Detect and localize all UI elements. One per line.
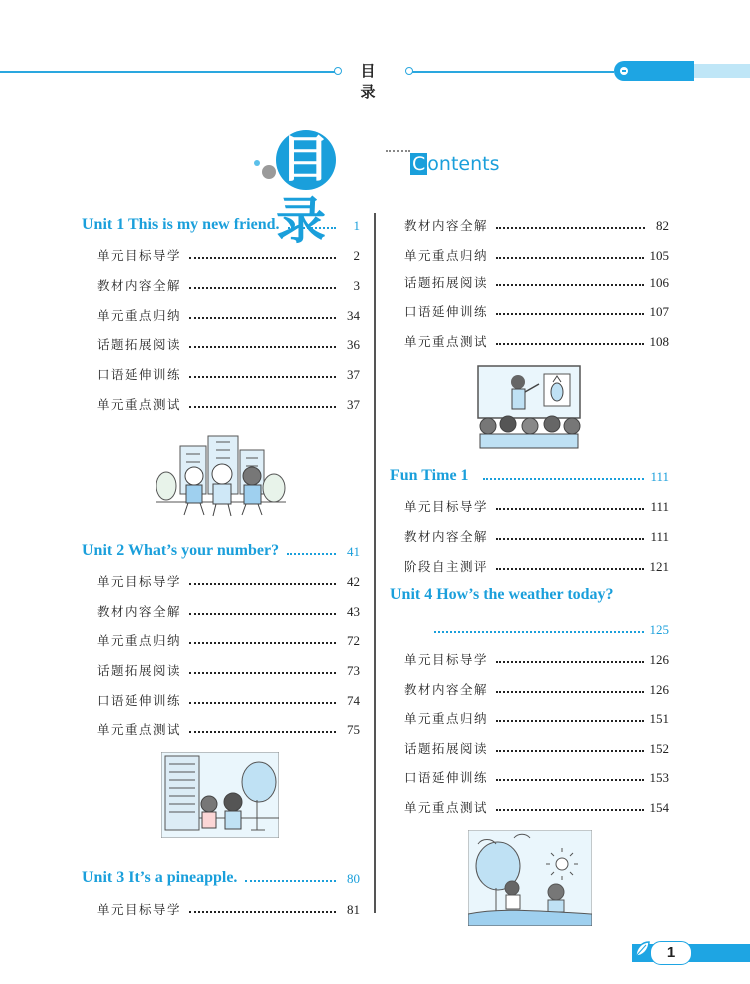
column-divider xyxy=(374,213,376,913)
toc-item[interactable]: 教材内容全解 3 xyxy=(97,278,360,293)
toc-page: 80 xyxy=(347,871,360,886)
toc-item[interactable]: 教材内容全解 43 xyxy=(97,604,360,619)
toc-item[interactable]: 单元重点归纳 105 xyxy=(404,248,669,263)
toc-item[interactable]: 单元目标导学 2 xyxy=(97,248,360,263)
toc-fun-time-1[interactable] xyxy=(390,465,669,485)
toc-unit4-leader[interactable] xyxy=(434,618,669,638)
toc-item[interactable]: 单元重点归纳 151 xyxy=(404,711,669,726)
toc-item[interactable]: 口语延伸训练 107 xyxy=(404,304,669,319)
toc-item[interactable]: 单元目标导学 42 xyxy=(97,574,360,589)
toc-item[interactable]: 单元重点测试 37 xyxy=(97,397,360,412)
illustration-numbers xyxy=(161,752,279,838)
illustration-classroom xyxy=(474,364,584,450)
toc-page: 125 xyxy=(649,622,669,637)
toc-unit-title: Unit 2 What’s your number? xyxy=(82,542,280,559)
toc-item[interactable]: 单元目标导学 81 xyxy=(97,902,360,917)
toc-unit-title: Fun Time 1 xyxy=(390,467,469,484)
toc-item[interactable]: 单元目标导学 126 xyxy=(404,652,669,667)
illustration-friends xyxy=(156,430,286,522)
header-tab-extension xyxy=(694,64,750,78)
toc-item[interactable]: 口语延伸训练 153 xyxy=(404,770,669,785)
toc-page: 1 xyxy=(353,218,360,233)
page-title xyxy=(276,128,386,250)
decor-ball-large-icon xyxy=(262,165,276,179)
decor-ball-small-icon xyxy=(254,160,260,166)
toc-item[interactable]: 话题拓展阅读 36 xyxy=(97,337,360,352)
toc-item[interactable]: 单元重点测试 108 xyxy=(404,334,669,349)
toc-item[interactable]: 单元目标导学 111 xyxy=(404,499,669,514)
leaf-icon xyxy=(634,940,650,958)
toc-unit2[interactable] xyxy=(82,540,360,560)
title-dotted-leader xyxy=(386,150,410,152)
contents-initial: C xyxy=(412,153,426,175)
toc-item[interactable]: 教材内容全解 111 xyxy=(404,529,669,544)
toc-page: 41 xyxy=(347,544,360,559)
toc-item[interactable]: 单元重点归纳 34 xyxy=(97,308,360,323)
toc-item[interactable]: 话题拓展阅读 152 xyxy=(404,741,669,756)
toc-item[interactable]: 口语延伸训练 74 xyxy=(97,693,360,708)
header-tab-icon xyxy=(620,67,628,75)
header-rule-right xyxy=(412,71,614,73)
toc-unit4-title[interactable]: Unit 4 How’s the weather today? xyxy=(390,586,614,603)
contents-rest: ontents xyxy=(427,153,500,175)
contents-subtitle xyxy=(410,153,499,175)
toc-item[interactable]: 话题拓展阅读 106 xyxy=(404,275,669,290)
header-rule-left xyxy=(0,71,340,73)
toc-unit-title: Unit 1 This is my new friend. xyxy=(82,216,280,233)
toc-item[interactable]: 单元重点归纳 72 xyxy=(97,633,360,648)
toc-item[interactable]: 单元重点测试 75 xyxy=(97,722,360,737)
toc-item[interactable]: 口语延伸训练 37 xyxy=(97,367,360,382)
page-title-first-char: 目 xyxy=(276,130,336,190)
toc-page: 111 xyxy=(650,469,669,484)
header-title: 目 录 xyxy=(360,62,390,101)
page-number: 1 xyxy=(650,941,692,965)
toc-item[interactable]: 教材内容全解 82 xyxy=(404,218,669,233)
toc-item[interactable]: 教材内容全解 126 xyxy=(404,682,669,697)
toc-unit-title: Unit 3 It’s a pineapple. xyxy=(82,869,238,886)
toc-item[interactable]: 单元重点测试 154 xyxy=(404,800,669,815)
toc-unit3[interactable] xyxy=(82,867,360,887)
page-title-second-char: 录 xyxy=(276,192,328,250)
toc-unit1[interactable] xyxy=(82,214,360,234)
illustration-weather xyxy=(468,830,592,926)
toc-item[interactable]: 话题拓展阅读 73 xyxy=(97,663,360,678)
toc-item[interactable]: 阶段自主测评 121 xyxy=(404,559,669,574)
